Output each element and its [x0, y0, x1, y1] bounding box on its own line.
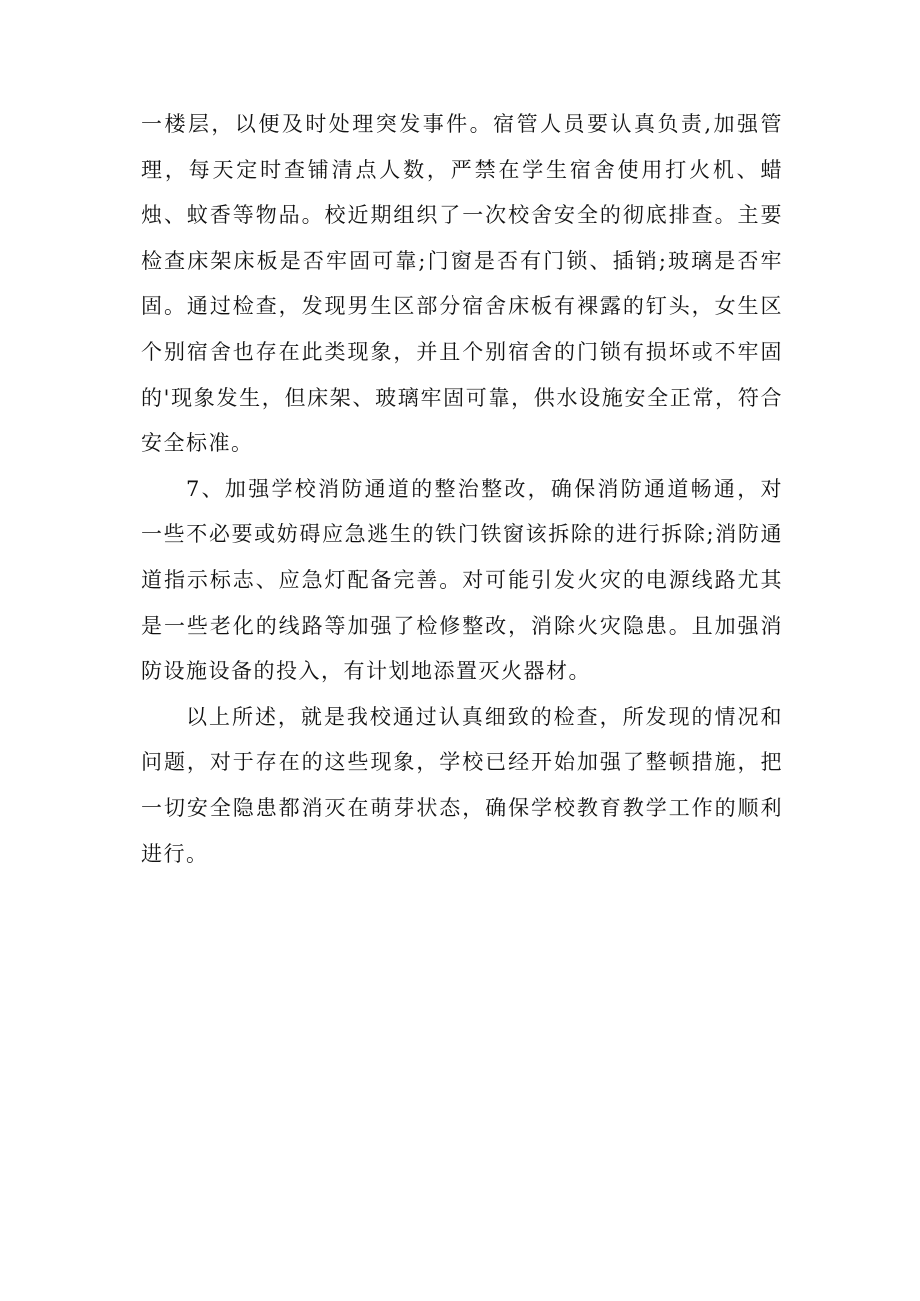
- document-body: [141, 102, 783, 877]
- paragraph-fire-exit-rectification: 7、加强学校消防通道的整治整改，确保消防通道畅通，对一些不必要或妨碍应急逃生的铁门铁窗该拆除的进行拆除;消防通道指示标志、应急灯配备完善。对可能引发火灾的电源线路尤其是一些老化的线路等加强了检修整改，消除火灾隐患。且加强消防设施设备的投入，有计划地添置灭火器材。: [141, 476, 783, 684]
- paragraph-dormitory-inspection: 一楼层，以便及时处理突发事件。宿管人员要认真负责,加强管理，每天定时查铺清点人数，严禁在学生宿舍使用打火机、蜡烛、蚊香等物品。校近期组织了一次校舍安全的彻底排查。主要检查床架床板是否牢固可靠;门窗是否有门锁、插销;玻璃是否牢固。通过检查，发现男生区部分宿舍床板有裸露的钉头，女生区个别宿舍也存在此类现象，并且个别宿舍的门锁有损坏或不牢固的'现象发生，但床架、玻璃牢固可靠，供水设施安全正常，符合安全标准。: [141, 112, 783, 456]
- paragraph-conclusion: 以上所述，就是我校通过认真细致的检查，所发现的情况和问题，对于存在的这些现象，学校已经开始加强了整顿措施，把一切安全隐患都消灭在萌芽状态，确保学校教育教学工作的顺利进行。: [141, 704, 783, 866]
